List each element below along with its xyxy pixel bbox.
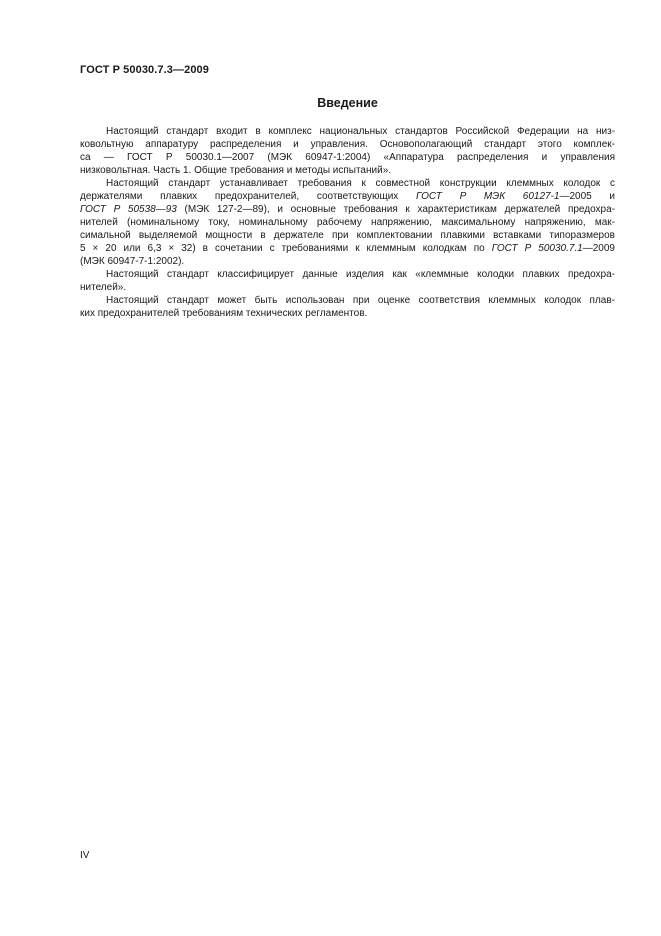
text-line [80,190,615,203]
text-run: —2005 и [559,191,615,202]
document-code-header: ГОСТ Р 50030.7.3—2009 [80,64,209,76]
text-line: ковольтную аппаратуру распределения и управления. Основополагающий стандарт этого комплек- [80,139,615,150]
text-run: —2009 [582,243,615,254]
text-line: нителей». [80,282,127,293]
text-run: (МЭК 127-2—89), и основные требования к характеристикам держателей предохра- [176,204,615,215]
standard-reference: ГОСТ Р 50030.7.1 [491,243,583,254]
standard-reference: ГОСТ Р МЭК 60127-1 [416,191,560,202]
text-line: (МЭК 60947-7-1:2002). [80,256,185,267]
standard-reference: ГОСТ Р 50538 [80,204,156,215]
text-line: симальной выделяемой мощности в держателе при комплектовании плавкими вставками типоразмеров [80,230,615,241]
standard-reference-year: —93 [155,204,177,215]
text-line: са — ГОСТ Р 50030.1—2007 (МЭК 60947-1:2004) «Аппаратура распределения и управления [80,152,615,163]
text-line [80,242,615,255]
text-line: нителей (номинальному току, номинальному рабочему напряжению, максимальному напряжению, мак- [80,217,615,228]
text-line: Настоящий стандарт входит в комплекс национальных стандартов Российской Федерации на низ- [106,126,615,137]
paragraph-4 [80,294,615,320]
text-line: ких предохранителей требованиям технических регламентов. [80,308,368,319]
text-line: Настоящий стандарт классифицирует данные изделия как «клеммные колодки плавких предохра- [106,269,615,280]
text-line: низковольтная. Часть 1. Общие требования и методы испытаний». [80,165,392,176]
page-number: IV [80,850,90,861]
text-run: держателями плавких предохранителей, соответствующих [80,191,399,202]
text-line [80,203,615,216]
text-line: Настоящий стандарт может быть использован при оценке соответствия клеммных колодок плав- [106,295,615,306]
section-title: Введение [317,96,378,110]
text-run: 5 × 20 или 6,3 × 32) в сочетании с требованиями к клеммным колодкам по [80,243,485,254]
paragraph-2 [80,177,615,268]
text-line: Настоящий стандарт устанавливает требования к совместной конструкции клеммных колодок с [106,178,615,189]
paragraph-1 [80,125,615,177]
body-text [80,125,615,320]
paragraph-3 [80,268,615,294]
